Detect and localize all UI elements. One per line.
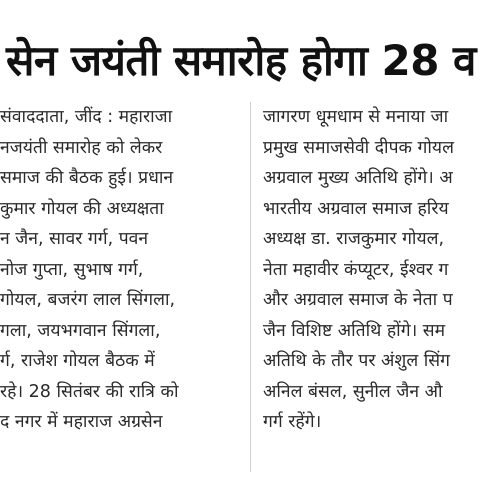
right-line: गर्ग रहेंगे।: [263, 412, 322, 432]
left-line: संवाददाता, जींद : महाराजा: [0, 107, 173, 127]
left-column: [0, 102, 240, 438]
right-line: प्रमुख समाजसेवी दीपक गोयल: [263, 137, 454, 158]
left-line: कुमार गोयल की अध्यक्षता: [0, 198, 164, 219]
left-line: द नगर में महाराज अग्रसेन: [0, 412, 163, 432]
left-line: रहे। 28 सितंबर की रात्रि को: [0, 381, 179, 402]
left-line: नजयंती समारोह को लेकर: [0, 137, 163, 158]
left-line: गोयल, बजरंग लाल सिंगला,: [0, 290, 176, 310]
left-line: नोज गुप्ता, सुभाष गर्ग,: [0, 259, 144, 280]
left-line: र्ग, राजेश गोयल बैठक में: [0, 351, 155, 371]
headline: सेन जयंती समारोह होगा 28 व: [6, 36, 476, 85]
right-line: और अग्रवाल समाज के नेता प: [263, 290, 453, 310]
column-divider: [250, 102, 251, 472]
right-line: भारतीय अग्रवाल समाज हरिय: [263, 198, 449, 219]
right-line: अनिल बंसल, सुनील जैन औ: [263, 381, 443, 402]
left-line: समाज की बैठक हुई। प्रधान: [0, 168, 174, 188]
left-line: न जैन, सावर गर्ग, पवन: [0, 229, 149, 249]
right-line: अतिथि के तौर पर अंशुल सिंग: [263, 351, 450, 371]
left-line: गला, जयभगवान सिंगला,: [0, 320, 161, 341]
right-column: [263, 102, 500, 438]
right-line: नेता महावीर कंप्यूटर, ईश्वर ग: [263, 259, 449, 280]
right-line: जागरण धूमधाम से मनाया जा: [263, 107, 449, 127]
right-line: जैन विशिष्ट अतिथि होंगे। सम: [263, 320, 446, 341]
right-line: अग्रवाल मुख्य अतिथि होंगे। अ: [263, 168, 453, 188]
right-line: अध्यक्ष डा. राजकुमार गोयल,: [263, 229, 445, 249]
